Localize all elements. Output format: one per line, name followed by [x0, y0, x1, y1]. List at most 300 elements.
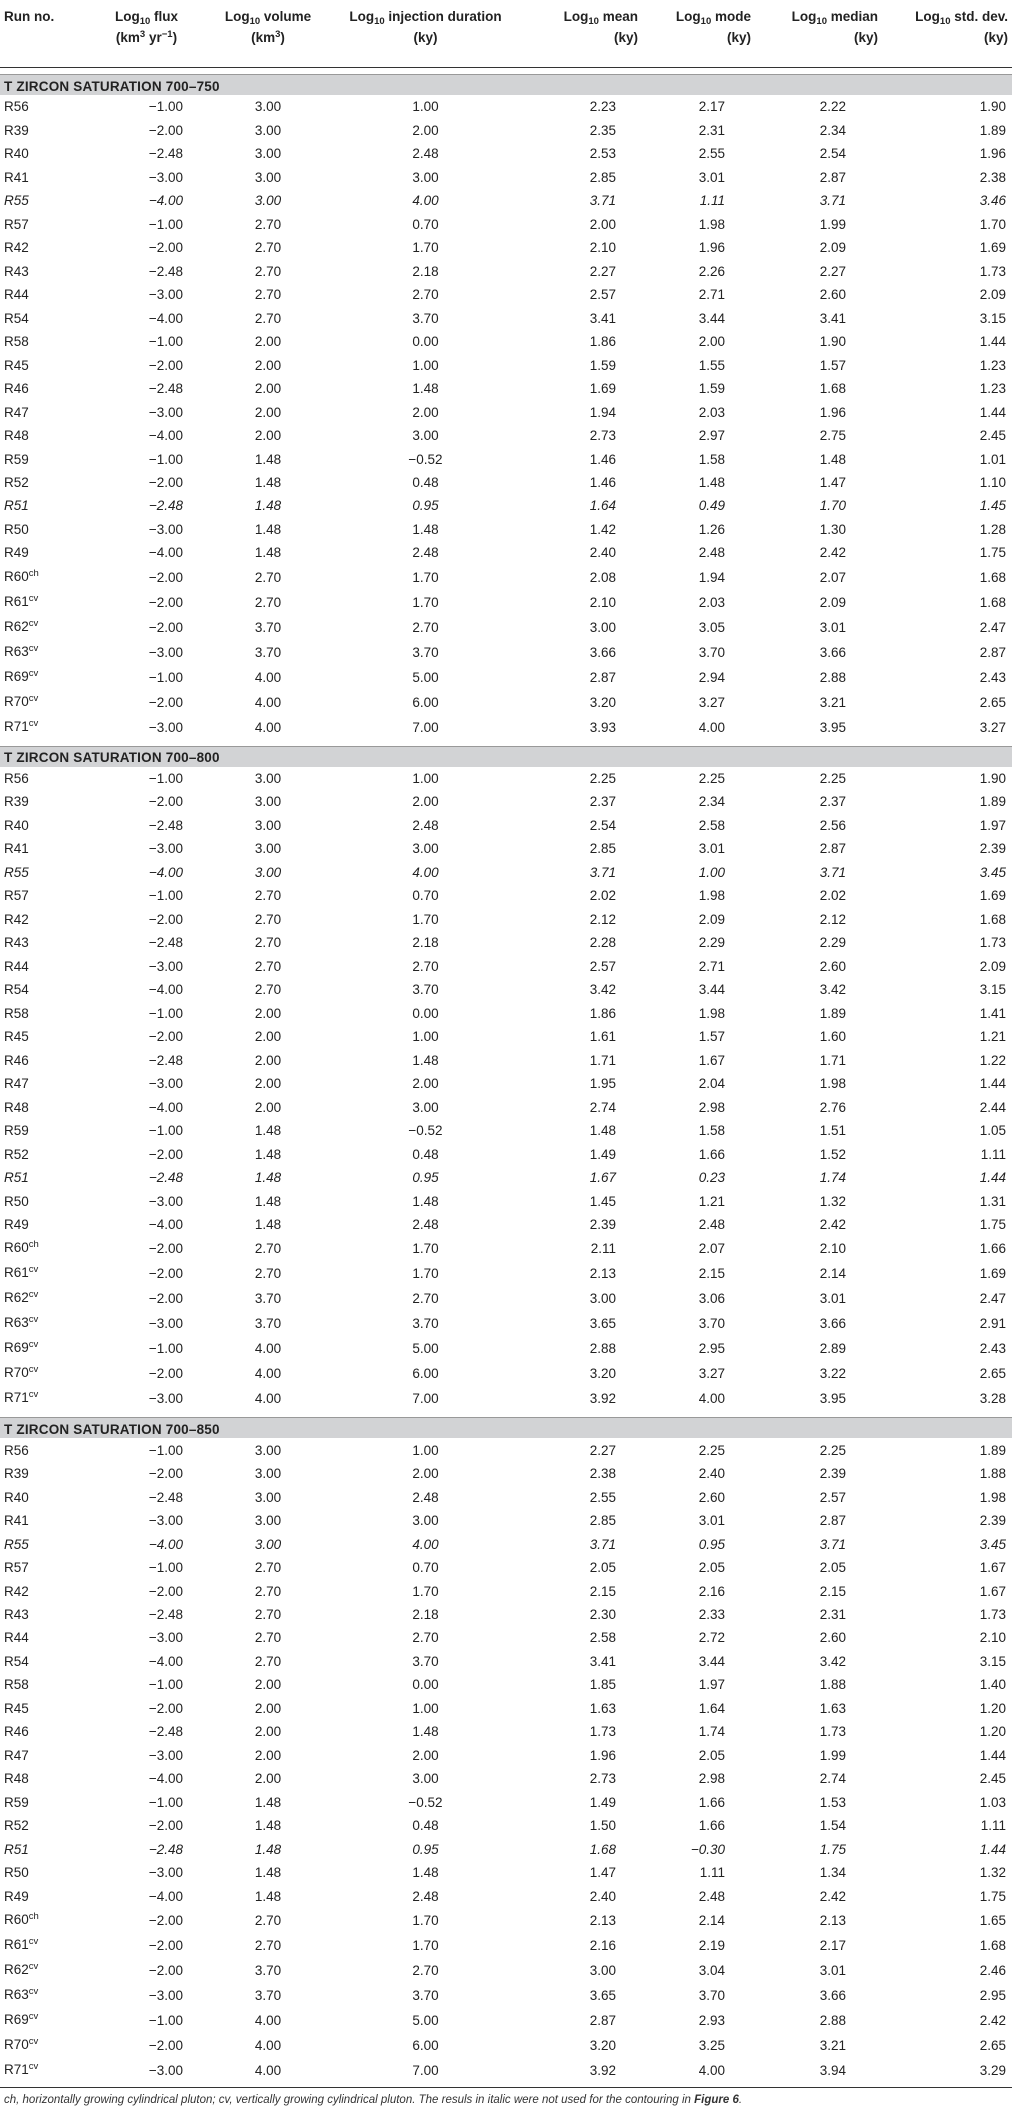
value-cell: 2.25	[819, 1442, 846, 1458]
table-row	[0, 615, 1012, 640]
table-row	[0, 95, 1012, 118]
table-row	[0, 1236, 1012, 1261]
run-no-cell: R49	[4, 545, 29, 561]
value-cell: 1.66	[698, 1146, 725, 1162]
value-cell: 1.60	[819, 1029, 846, 1045]
value-cell: 1.97	[979, 817, 1006, 833]
run-no-cell: R57	[4, 888, 29, 904]
run-superscript: cv	[28, 642, 39, 654]
value-cell: 0.95	[412, 1841, 439, 1857]
table-row	[0, 518, 1012, 541]
value-cell: 3.00	[589, 619, 616, 635]
table-row	[0, 1361, 1012, 1386]
run-no-cell: R44	[4, 287, 29, 303]
value-cell: −3.00	[148, 1988, 183, 2004]
table-row	[0, 494, 1012, 517]
value-cell: 2.37	[819, 794, 846, 810]
value-cell: −4.00	[148, 1099, 183, 1115]
run-no-cell: R58	[4, 334, 29, 350]
table-row	[0, 690, 1012, 715]
value-cell: 4.00	[698, 2063, 725, 2079]
table-row	[0, 1908, 1012, 1933]
value-cell: 3.00	[412, 841, 439, 857]
value-cell: 2.25	[819, 770, 846, 786]
value-cell: 2.45	[979, 1771, 1006, 1787]
value-cell: 1.69	[979, 1266, 1006, 1282]
table-row	[0, 1166, 1012, 1189]
value-cell: 2.70	[254, 1583, 282, 1599]
value-cell: 4.00	[254, 694, 282, 710]
value-cell: −2.00	[148, 1583, 183, 1599]
table-row	[0, 590, 1012, 615]
value-cell: 1.54	[819, 1818, 846, 1834]
section-title: T ZIRCON SATURATION 700–750	[0, 75, 1012, 96]
value-cell: −2.00	[148, 122, 183, 138]
value-cell: 2.70	[254, 911, 282, 927]
value-cell: 2.55	[589, 1489, 616, 1505]
value-cell: 2.58	[698, 817, 725, 833]
run-no-cell: R50	[4, 521, 29, 537]
value-cell: 3.70	[412, 1988, 439, 2004]
value-cell: 1.47	[589, 1865, 616, 1881]
run-no-cell: $R62^{cv}$	[4, 617, 39, 634]
footnote-figure-ref: Figure 6	[694, 2094, 739, 2107]
table-row	[0, 1213, 1012, 1236]
table-row	[0, 1603, 1012, 1626]
value-cell: 3.70	[254, 619, 282, 635]
value-cell: 3.71	[589, 864, 616, 880]
value-cell: 4.00	[254, 1366, 282, 1382]
table-row	[0, 565, 1012, 590]
value-cell: 3.01	[698, 169, 725, 185]
value-cell: 3.70	[698, 1316, 725, 1332]
value-cell: 1.03	[979, 1794, 1006, 1810]
run-no-cell: R46	[4, 381, 29, 397]
value-cell: 1.71	[589, 1052, 616, 1068]
value-cell: −3.00	[148, 958, 183, 974]
value-cell: 2.70	[412, 287, 439, 303]
run-no-cell: R50	[4, 1865, 29, 1881]
table-row	[0, 715, 1012, 740]
value-cell: 2.10	[819, 1241, 846, 1257]
value-cell: 2.19	[698, 1938, 725, 1954]
value-cell: 3.95	[819, 1391, 846, 1407]
value-cell: 3.70	[254, 644, 282, 660]
value-cell: 1.63	[589, 1700, 616, 1716]
run-superscript: cv	[28, 667, 39, 679]
value-cell: 2.13	[819, 1913, 846, 1929]
value-cell: 2.00	[254, 381, 282, 397]
value-cell: 6.00	[412, 1366, 439, 1382]
run-no-cell: R51	[4, 1170, 29, 1186]
value-cell: 2.70	[412, 1630, 439, 1646]
value-cell: 1.85	[589, 1677, 616, 1693]
run-no-cell: R57	[4, 1560, 29, 1576]
value-cell: −3.00	[148, 169, 183, 185]
value-cell: 1.57	[819, 357, 846, 373]
value-cell: 1.44	[979, 404, 1006, 420]
value-cell: 2.58	[589, 1630, 616, 1646]
value-cell: 1.44	[979, 1076, 1006, 1092]
value-cell: −2.48	[148, 381, 183, 397]
value-cell: 1.73	[979, 263, 1006, 279]
value-cell: 2.09	[979, 287, 1006, 303]
value-cell: 1.61	[589, 1029, 616, 1045]
run-superscript: cv	[28, 2036, 39, 2048]
value-cell: 1.28	[979, 521, 1006, 537]
value-cell: 2.91	[979, 1316, 1006, 1332]
value-cell: 2.53	[589, 146, 616, 162]
value-cell: 3.21	[819, 694, 846, 710]
value-cell: 1.73	[979, 935, 1006, 951]
run-no-cell: R41	[4, 841, 29, 857]
value-cell: 2.25	[698, 1442, 725, 1458]
value-cell: 1.00	[412, 99, 439, 115]
value-cell: 2.71	[698, 958, 725, 974]
value-cell: 1.20	[979, 1724, 1006, 1740]
value-cell: 3.00	[254, 193, 282, 209]
value-cell: 2.54	[589, 817, 616, 833]
value-cell: 2.18	[412, 263, 439, 279]
value-cell: 1.70	[412, 240, 439, 256]
run-no-cell: R48	[4, 1099, 29, 1115]
table-row	[0, 1744, 1012, 1767]
value-cell: −1.00	[148, 216, 183, 232]
value-cell: 3.44	[698, 310, 725, 326]
value-cell: 4.00	[254, 2013, 282, 2029]
value-cell: 2.09	[979, 958, 1006, 974]
run-no-cell: R49	[4, 1888, 29, 1904]
value-cell: 1.90	[979, 99, 1006, 115]
value-cell: 3.01	[698, 1513, 725, 1529]
value-cell: 1.45	[589, 1193, 616, 1209]
value-cell: 2.70	[254, 240, 282, 256]
table-row	[0, 259, 1012, 282]
value-cell: −2.00	[148, 594, 183, 610]
value-cell: 1.48	[254, 1818, 282, 1834]
value-cell: 2.17	[819, 1938, 846, 1954]
table-row	[0, 447, 1012, 470]
value-cell: 1.48	[254, 545, 282, 561]
value-cell: 2.70	[254, 263, 282, 279]
value-cell: 3.29	[979, 2063, 1006, 2079]
value-cell: 2.27	[589, 263, 616, 279]
run-no-cell: R55	[4, 864, 29, 880]
value-cell: 2.35	[589, 122, 616, 138]
value-cell: 3.42	[819, 982, 846, 998]
value-cell: 0.95	[412, 1170, 439, 1186]
value-cell: −2.00	[148, 1700, 183, 1716]
run-no-cell: $R71^{cv}$	[4, 717, 39, 734]
run-no-cell: R41	[4, 169, 29, 185]
run-superscript: cv	[28, 1364, 39, 1376]
value-cell: 2.27	[589, 1442, 616, 1458]
value-cell: 2.39	[589, 1217, 616, 1233]
value-cell: 2.95	[698, 1341, 725, 1357]
run-no-cell: R46	[4, 1052, 29, 1068]
value-cell: 1.94	[589, 404, 616, 420]
value-cell: −2.00	[148, 1466, 183, 1482]
table-row	[0, 1438, 1012, 1461]
value-cell: 2.05	[698, 1560, 725, 1576]
value-cell: 1.66	[698, 1818, 725, 1834]
value-cell: 2.00	[412, 122, 439, 138]
value-cell: 1.89	[979, 794, 1006, 810]
value-cell: −2.00	[148, 1913, 183, 1929]
value-cell: 1.96	[979, 146, 1006, 162]
value-cell: 2.14	[698, 1913, 725, 1929]
table-row	[0, 1189, 1012, 1212]
value-cell: 0.70	[412, 888, 439, 904]
value-cell: 2.70	[412, 619, 439, 635]
column-header-3	[327, 0, 524, 68]
value-cell: −4.00	[148, 310, 183, 326]
run-no-cell: R41	[4, 1513, 29, 1529]
table-row	[0, 330, 1012, 353]
table-row	[0, 837, 1012, 860]
section-title: T ZIRCON SATURATION 700–850	[0, 1418, 1012, 1439]
value-cell: 3.15	[979, 982, 1006, 998]
value-cell: −4.00	[148, 1771, 183, 1787]
value-cell: 2.70	[412, 1291, 439, 1307]
value-cell: 1.95	[589, 1076, 616, 1092]
value-cell: 3.27	[979, 719, 1006, 735]
value-cell: 4.00	[254, 1341, 282, 1357]
value-cell: 2.47	[979, 619, 1006, 635]
value-cell: 2.70	[254, 1913, 282, 1929]
value-cell: 1.40	[979, 1677, 1006, 1693]
run-no-cell: R49	[4, 1217, 29, 1233]
value-cell: 1.73	[819, 1724, 846, 1740]
value-cell: 2.73	[589, 428, 616, 444]
value-cell: 1.99	[819, 216, 846, 232]
value-cell: 2.15	[589, 1583, 616, 1599]
value-cell: −2.00	[148, 694, 183, 710]
table-row	[0, 1791, 1012, 1814]
value-cell: 2.34	[819, 122, 846, 138]
table-row	[0, 767, 1012, 790]
value-cell: 3.92	[589, 1391, 616, 1407]
value-cell: 2.12	[589, 911, 616, 927]
run-no-cell: R59	[4, 451, 29, 467]
value-cell: 1.89	[979, 1442, 1006, 1458]
value-cell: −0.52	[408, 451, 443, 467]
value-cell: 3.70	[254, 1291, 282, 1307]
value-cell: −4.00	[148, 1653, 183, 1669]
value-cell: 2.94	[698, 669, 725, 685]
value-cell: 2.00	[412, 404, 439, 420]
value-cell: 3.00	[254, 1536, 282, 1552]
value-cell: 2.14	[819, 1266, 846, 1282]
value-cell: 3.01	[819, 1291, 846, 1307]
run-superscript: cv	[28, 617, 39, 629]
value-cell: 1.48	[819, 451, 846, 467]
table-row	[0, 424, 1012, 447]
value-cell: 1.48	[412, 1865, 439, 1881]
run-superscript: cv	[28, 1264, 39, 1276]
table-row	[0, 1673, 1012, 1696]
value-cell: 4.00	[412, 864, 439, 880]
value-cell: 4.00	[254, 1391, 282, 1407]
value-cell: 2.48	[412, 146, 439, 162]
table-row	[0, 1049, 1012, 1072]
value-cell: 3.00	[254, 794, 282, 810]
value-cell: 2.04	[698, 1076, 725, 1092]
value-cell: 1.98	[979, 1489, 1006, 1505]
value-cell: 1.48	[412, 521, 439, 537]
value-cell: 1.48	[412, 1052, 439, 1068]
value-cell: −4.00	[148, 1536, 183, 1552]
table-row	[0, 814, 1012, 837]
value-cell: 2.09	[819, 594, 846, 610]
value-cell: −3.00	[148, 1747, 183, 1763]
value-cell: 2.16	[589, 1938, 616, 1954]
table-row	[0, 1119, 1012, 1142]
value-cell: 2.56	[819, 817, 846, 833]
value-cell: 1.75	[819, 1841, 846, 1857]
value-cell: 2.60	[698, 1489, 725, 1505]
value-cell: 1.46	[589, 451, 616, 467]
value-cell: 2.44	[979, 1099, 1006, 1115]
value-cell: −1.00	[148, 1677, 183, 1693]
value-cell: 1.48	[589, 1123, 616, 1139]
table-row	[0, 790, 1012, 813]
value-cell: 2.89	[819, 1341, 846, 1357]
value-cell: −2.48	[148, 263, 183, 279]
value-cell: −2.00	[148, 240, 183, 256]
column-header-0	[0, 0, 84, 68]
run-superscript: cv	[28, 692, 39, 704]
value-cell: 1.88	[819, 1677, 846, 1693]
value-cell: 3.95	[819, 719, 846, 735]
value-cell: 1.99	[819, 1747, 846, 1763]
run-superscript: cv	[28, 1339, 39, 1351]
table-row	[0, 931, 1012, 954]
value-cell: 1.75	[979, 1888, 1006, 1904]
value-cell: 2.10	[589, 240, 616, 256]
table-row	[0, 306, 1012, 329]
value-cell: 1.67	[979, 1560, 1006, 1576]
value-cell: −3.00	[148, 841, 183, 857]
value-cell: 1.48	[254, 1794, 282, 1810]
run-no-cell: $R63^{cv}$	[4, 1314, 39, 1331]
table-row	[0, 1861, 1012, 1884]
run-no-cell: R40	[4, 817, 29, 833]
value-cell: 3.70	[412, 310, 439, 326]
value-cell: 2.98	[698, 1771, 725, 1787]
value-cell: 1.47	[819, 474, 846, 490]
value-cell: 2.28	[589, 935, 616, 951]
value-cell: −2.00	[148, 1291, 183, 1307]
value-cell: 2.39	[979, 1513, 1006, 1529]
value-cell: −2.48	[148, 1170, 183, 1186]
value-cell: 2.73	[589, 1771, 616, 1787]
value-cell: 2.70	[254, 1607, 282, 1622]
section-title: T ZIRCON SATURATION 700–800	[0, 746, 1012, 767]
value-cell: 3.41	[589, 1653, 616, 1669]
value-cell: 3.66	[819, 1316, 846, 1332]
value-cell: −3.00	[148, 1513, 183, 1529]
column-header-2	[209, 0, 327, 68]
value-cell: −3.00	[148, 1865, 183, 1881]
value-cell: 1.89	[979, 122, 1006, 138]
run-no-cell: R50	[4, 1193, 29, 1209]
value-cell: 6.00	[412, 694, 439, 710]
value-cell: −2.48	[148, 1841, 183, 1857]
value-cell: 2.17	[698, 99, 725, 115]
table-row	[0, 1885, 1012, 1908]
value-cell: 5.00	[412, 2013, 439, 2029]
value-cell: 2.70	[254, 1241, 282, 1257]
run-no-cell: R43	[4, 1607, 29, 1622]
value-cell: −4.00	[148, 193, 183, 209]
table-row	[0, 1261, 1012, 1286]
value-cell: 2.60	[819, 287, 846, 303]
table-row	[0, 1286, 1012, 1311]
value-cell: 2.00	[254, 1005, 282, 1021]
value-cell: 1.11	[699, 193, 725, 209]
value-cell: 2.87	[819, 1513, 846, 1529]
value-cell: 1.70	[412, 1938, 439, 1954]
value-cell: 7.00	[412, 1391, 439, 1407]
run-no-cell: $R70^{cv}$	[4, 2036, 39, 2053]
run-superscript: cv	[28, 592, 39, 604]
value-cell: 4.00	[412, 193, 439, 209]
value-cell: 2.71	[698, 287, 725, 303]
value-cell: 0.23	[698, 1170, 725, 1186]
run-no-cell: R52	[4, 1146, 29, 1162]
value-cell: 3.93	[589, 719, 616, 735]
value-cell: −3.00	[148, 1076, 183, 1092]
value-cell: 1.31	[979, 1193, 1006, 1209]
value-cell: 3.44	[698, 982, 725, 998]
value-cell: 2.07	[819, 569, 846, 585]
value-cell: 3.71	[589, 1536, 616, 1552]
value-cell: −2.48	[148, 1607, 183, 1622]
column-header-4	[524, 0, 642, 68]
value-cell: 3.00	[254, 817, 282, 833]
value-cell: 3.00	[412, 428, 439, 444]
value-cell: 1.44	[979, 1170, 1006, 1186]
value-cell: 3.71	[819, 1536, 846, 1552]
value-cell: 2.93	[698, 2013, 725, 2029]
value-cell: 1.55	[698, 357, 725, 373]
value-cell: −2.00	[148, 1241, 183, 1257]
value-cell: 1.48	[412, 1724, 439, 1740]
value-cell: 3.00	[254, 122, 282, 138]
footnote-end: .	[738, 2094, 743, 2107]
run-no-cell: R48	[4, 1771, 29, 1787]
value-cell: 2.46	[979, 1963, 1006, 1979]
value-cell: 3.70	[698, 1988, 725, 2004]
value-cell: 3.42	[819, 1653, 846, 1669]
value-cell: 1.68	[979, 569, 1006, 585]
run-no-cell: R52	[4, 474, 29, 490]
value-cell: −1.00	[148, 888, 183, 904]
value-cell: 2.18	[412, 935, 439, 951]
table-row	[0, 471, 1012, 494]
value-cell: 1.32	[819, 1193, 846, 1209]
value-cell: 1.64	[589, 498, 616, 514]
run-no-cell: R42	[4, 1583, 29, 1599]
value-cell: 3.00	[589, 1963, 616, 1979]
value-cell: −2.00	[148, 357, 183, 373]
value-cell: 2.48	[412, 817, 439, 833]
value-cell: 2.42	[979, 2013, 1006, 2029]
table-footnote	[0, 2087, 1012, 2112]
value-cell: 2.13	[589, 1913, 616, 1929]
value-cell: 2.11	[590, 1241, 616, 1257]
